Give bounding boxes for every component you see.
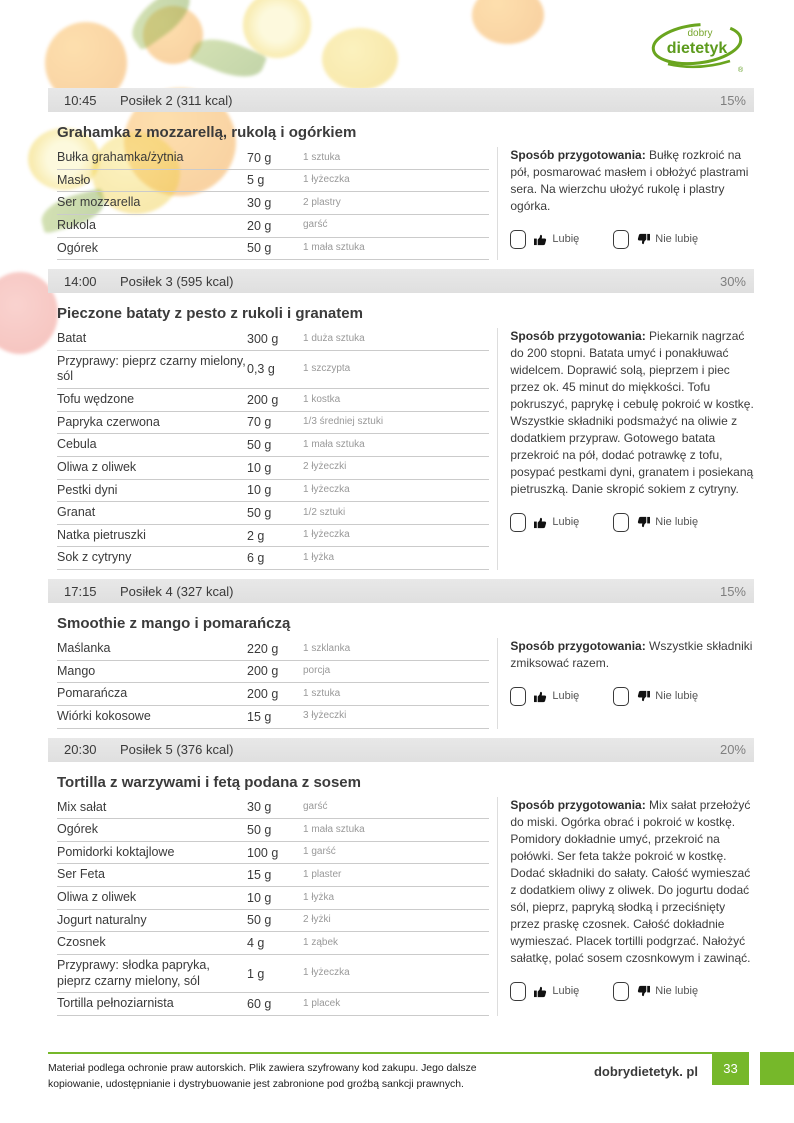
ingredient-name: Wiórki kokosowe xyxy=(57,705,247,728)
ingredient-amount: 15 g xyxy=(247,705,303,728)
meal-energy-percent: 30% xyxy=(719,273,746,289)
ingredient-row xyxy=(57,389,489,412)
meal-time: 10:45 xyxy=(64,92,97,108)
meal-body xyxy=(48,147,754,260)
ingredient-measure: 1 mała sztuka xyxy=(303,434,489,457)
like-group xyxy=(510,687,579,706)
ingredient-measure: 1 garść xyxy=(303,841,489,864)
like-label: Lubię xyxy=(552,516,580,529)
thumbs-down-icon xyxy=(637,233,650,246)
dislike-group xyxy=(613,982,698,1001)
ingredient-measure: 1 mała sztuka xyxy=(303,819,489,842)
ingredient-amount: 70 g xyxy=(247,147,303,169)
dish-title: Tortilla z warzywami i fetą podana z sosem xyxy=(57,773,361,791)
like-label: Lubię xyxy=(552,232,580,245)
dish-title: Smoothie z mango i pomarańczą xyxy=(57,615,291,632)
ingredient-amount: 10 g xyxy=(247,887,303,910)
ingredient-amount: 6 g xyxy=(247,547,303,570)
ingredient-measure: 1 łyżeczka xyxy=(303,479,489,502)
ingredient-name: Pomidorki koktajlowe xyxy=(57,841,247,864)
ingredient-measure: 2 plastry xyxy=(303,192,489,215)
meal-section xyxy=(48,269,754,570)
ingredient-row xyxy=(57,864,489,887)
ingredient-measure: 1 łyżeczka xyxy=(303,524,489,547)
ingredient-name: Ser mozzarella xyxy=(57,192,247,215)
dislike-label: Nie lubię xyxy=(655,689,699,702)
ingredient-name: Granat xyxy=(57,502,247,525)
meal-body xyxy=(48,797,754,1016)
ingredient-amount: 15 g xyxy=(247,864,303,887)
thumbs-up-icon xyxy=(534,233,547,246)
copyright-text: Materiał podlega ochronie praw autorskich. Plik zawiera szyfrowany kod zakupu. Jego dalsze kopiowanie, udostępnianie i dystrybuowanie jest zabronione pod groźbą sankcji prawnych. xyxy=(48,1063,477,1090)
ingredient-amount: 70 g xyxy=(247,411,303,434)
ingredient-measure: 1 duża sztuka xyxy=(303,328,489,350)
meal-title: Posiłek 3 (595 kcal) xyxy=(120,273,234,289)
like-controls xyxy=(510,687,754,706)
ingredient-measure: 1 sztuka xyxy=(303,147,489,169)
like-checkbox[interactable] xyxy=(510,230,526,249)
meal-time: 14:00 xyxy=(64,273,97,289)
ingredient-row xyxy=(57,350,489,388)
ingredient-measure: garść xyxy=(303,797,489,819)
page-footer xyxy=(0,1052,794,1112)
preparation-label: Sposób przygotowania: xyxy=(510,329,646,344)
meal-energy-percent: 20% xyxy=(719,742,746,757)
ingredient-measure: 1 łyżka xyxy=(303,887,489,910)
ingredient-amount: 220 g xyxy=(247,638,303,660)
ingredient-row xyxy=(57,638,489,660)
ingredient-measure: 1 łyżeczka xyxy=(303,169,489,192)
ingredient-row xyxy=(57,547,489,570)
ingredient-measure: 1 szklanka xyxy=(303,638,489,660)
ingredient-measure: garść xyxy=(303,214,489,237)
like-controls xyxy=(510,230,754,249)
ingredient-name: Batat xyxy=(57,328,247,350)
ingredient-measure: 3 łyżeczki xyxy=(303,705,489,728)
ingredients-table xyxy=(57,328,489,570)
like-controls xyxy=(510,513,754,532)
dislike-checkbox[interactable] xyxy=(613,230,629,249)
vertical-divider xyxy=(497,797,498,1016)
ingredient-amount: 50 g xyxy=(247,909,303,932)
ingredient-amount: 10 g xyxy=(247,456,303,479)
ingredients-table xyxy=(57,147,489,260)
ingredient-amount: 5 g xyxy=(247,169,303,192)
preparation-label: Sposób przygotowania: xyxy=(510,797,646,812)
ingredient-row xyxy=(57,456,489,479)
ingredient-amount: 60 g xyxy=(247,993,303,1016)
thumbs-up-icon xyxy=(534,690,547,703)
thumbs-down-icon xyxy=(637,690,650,703)
dislike-checkbox[interactable] xyxy=(613,687,629,706)
ingredient-name: Czosnek xyxy=(57,932,247,955)
vertical-divider xyxy=(497,328,498,570)
dislike-group xyxy=(613,230,698,249)
logo-text-main: dietetyk xyxy=(666,40,728,57)
ingredient-amount: 50 g xyxy=(247,237,303,260)
ingredient-row xyxy=(57,660,489,683)
dish-title: Pieczone bataty z pesto z rukoli i granatem xyxy=(57,305,363,323)
ingredients-table xyxy=(57,638,489,729)
preparation-label: Sposób przygotowania: xyxy=(510,148,646,162)
ingredient-measure: 1 ząbek xyxy=(303,932,489,955)
ingredient-amount: 10 g xyxy=(247,479,303,502)
ingredient-measure: 1/3 średniej sztuki xyxy=(303,411,489,434)
preparation-panel xyxy=(510,328,754,570)
preparation-panel xyxy=(510,638,754,729)
ingredient-name: Ogórek xyxy=(57,819,247,842)
ingredient-row xyxy=(57,954,489,992)
meal-time: 17:15 xyxy=(64,583,97,599)
dislike-checkbox[interactable] xyxy=(613,982,629,1001)
meal-header-bar xyxy=(48,579,754,603)
meal-header-bar xyxy=(48,738,754,762)
ingredient-row xyxy=(57,214,489,237)
vertical-divider xyxy=(497,638,498,729)
ingredient-row xyxy=(57,705,489,728)
ingredient-name: Przyprawy: pieprz czarny mielony, sól xyxy=(57,350,247,388)
ingredient-name: Mango xyxy=(57,660,247,683)
vertical-divider xyxy=(497,147,498,260)
ingredient-row xyxy=(57,524,489,547)
preparation-panel xyxy=(510,147,754,260)
ingredient-name: Pomarańcza xyxy=(57,683,247,706)
meal-time: 20:30 xyxy=(64,742,97,757)
dislike-label: Nie lubię xyxy=(655,232,699,245)
ingredient-name: Masło xyxy=(57,169,247,192)
meal-header-bar xyxy=(48,88,754,112)
preparation-text: Sposób przygotowania: Piekarnik nagrzać do 200 stopni. Batata umyć i ponakłuwać widelcem. Doprawić solą, pieprzem i piec przez ok. 45 minut do miękkości. Tofu pokruszyć, paprykę i cebulę pokroić w kostkę. Wszystkie składniki podsmażyć na oliwie z dodatkiem przypraw. Gotowego batata przekroić na pół, dodać potrawkę z tofu, posypać pestkami dyni, granatem i posiekaną pietruszką. Danie skropić sokiem z cytryny. xyxy=(510,329,754,497)
ingredient-name: Jogurt naturalny xyxy=(57,909,247,932)
ingredient-measure: 1 kostka xyxy=(303,389,489,412)
ingredients-table xyxy=(57,797,489,1016)
ingredient-name: Pestki dyni xyxy=(57,479,247,502)
footer-edge-block xyxy=(760,1052,794,1085)
meal-section xyxy=(48,88,754,260)
preparation-text: Sposób przygotowania: Mix sałat przełożyć do miski. Ogórka obrać i pokroić w kostkę. Pomidory dokładnie umyć, przekroić na połówki. Ser feta także pokroić w kostkę. Dodać składniki do sałaty. Całość wymieszać z dodatkiem oliwy z oliwek. Do jogurtu dodać sól, pieprz, papryką słodką i przeciśnięty przez praskę czosnek. Całość dokładnie wymieszać. Placek tortilli podgrzać. Nałożyć sałatkę, polać sosem czosnkowym i zawinąć. xyxy=(510,797,751,965)
ingredient-name: Maślanka xyxy=(57,638,247,660)
thumbs-up-icon xyxy=(534,516,547,529)
ingredient-measure: 1 sztuka xyxy=(303,683,489,706)
ingredient-name: Bułka grahamka/żytnia xyxy=(57,147,247,169)
meal-body xyxy=(48,328,754,570)
like-group xyxy=(510,513,579,532)
ingredient-amount: 300 g xyxy=(247,328,303,350)
like-label: Lubię xyxy=(552,984,580,997)
ingredient-row xyxy=(57,993,489,1016)
ingredient-amount: 30 g xyxy=(247,797,303,819)
meal-title: Posiłek 5 (376 kcal) xyxy=(120,742,234,757)
ingredient-measure: 2 łyżeczki xyxy=(303,456,489,479)
ingredient-row xyxy=(57,502,489,525)
ingredient-measure: 1 łyżeczka xyxy=(303,954,489,992)
dish-title: Grahamka z mozzarellą, rukolą i ogórkiem xyxy=(57,124,357,141)
dislike-group xyxy=(613,513,698,532)
site-name: dobrydietetyk. pl xyxy=(593,1064,698,1079)
ingredient-amount: 50 g xyxy=(247,819,303,842)
meal-title: Posiłek 2 (311 kcal) xyxy=(120,92,233,108)
registered-mark: ® xyxy=(738,67,744,74)
ingredient-row xyxy=(57,819,489,842)
ingredient-amount: 200 g xyxy=(247,660,303,683)
ingredient-row xyxy=(57,932,489,955)
ingredient-name: Oliwa z oliwek xyxy=(57,456,247,479)
ingredient-row xyxy=(57,841,489,864)
ingredient-row xyxy=(57,434,489,457)
ingredient-row xyxy=(57,909,489,932)
ingredient-name: Mix sałat xyxy=(57,797,247,819)
ingredient-measure: 1 placek xyxy=(303,993,489,1016)
thumbs-up-icon xyxy=(534,985,547,998)
ingredient-amount: 1 g xyxy=(247,954,303,992)
like-checkbox[interactable] xyxy=(510,687,526,706)
preparation-label: Sposób przygotowania: xyxy=(510,639,646,653)
ingredient-measure: 1 plaster xyxy=(303,864,489,887)
dislike-group xyxy=(613,687,698,706)
thumbs-down-icon xyxy=(637,516,650,529)
footer-accent-line xyxy=(48,1052,712,1054)
ingredient-amount: 30 g xyxy=(247,192,303,215)
like-group xyxy=(510,982,579,1001)
preparation-text: Sposób przygotowania: Wszystkie składniki zmiksować razem. xyxy=(510,639,753,671)
like-group xyxy=(510,230,579,249)
dislike-label: Nie lubię xyxy=(655,984,699,997)
ingredient-name: Sok z cytryny xyxy=(57,547,247,570)
meals xyxy=(48,0,754,1016)
meal-energy-percent: 15% xyxy=(719,92,746,108)
ingredient-amount: 0,3 g xyxy=(247,350,303,388)
meal-energy-percent: 15% xyxy=(719,583,746,599)
ingredient-measure: porcja xyxy=(303,660,489,683)
ingredient-name: Rukola xyxy=(57,214,247,237)
like-controls xyxy=(510,982,754,1001)
ingredient-measure: 1/2 sztuki xyxy=(303,502,489,525)
dislike-label: Nie lubię xyxy=(655,516,699,529)
dislike-checkbox[interactable] xyxy=(613,513,629,532)
ingredient-amount: 100 g xyxy=(247,841,303,864)
ingredient-amount: 200 g xyxy=(247,389,303,412)
ingredient-amount: 20 g xyxy=(247,214,303,237)
thumbs-down-icon xyxy=(637,985,650,998)
ingredient-name: Przyprawy: słodka papryka, pieprz czarny mielony, sól xyxy=(57,954,247,992)
logo-text-top: dobry xyxy=(687,28,713,39)
ingredient-name: Cebula xyxy=(57,434,247,457)
like-checkbox[interactable] xyxy=(510,982,526,1001)
ingredient-row xyxy=(57,169,489,192)
ingredient-amount: 200 g xyxy=(247,683,303,706)
ingredient-row xyxy=(57,237,489,260)
preparation-text: Sposób przygotowania: Bułkę rozkroić na pół, posmarować masłem i obłożyć plastrami sera. Na wierzchu ułożyć rukolę i plastry ogórka. xyxy=(510,148,749,214)
meal-header-bar xyxy=(48,269,754,293)
meal-section xyxy=(48,579,754,729)
ingredient-measure: 1 łyżka xyxy=(303,547,489,570)
ingredient-measure: 2 łyżki xyxy=(303,909,489,932)
ingredient-row xyxy=(57,887,489,910)
ingredient-amount: 2 g xyxy=(247,524,303,547)
ingredient-measure: 1 szczypta xyxy=(303,350,489,388)
ingredient-row xyxy=(57,479,489,502)
meal-body xyxy=(48,638,754,729)
ingredient-row xyxy=(57,411,489,434)
ingredient-name: Papryka czerwona xyxy=(57,411,247,434)
meal-title: Posiłek 4 (327 kcal) xyxy=(120,583,234,599)
ingredient-name: Natka pietruszki xyxy=(57,524,247,547)
ingredient-name: Ser Feta xyxy=(57,864,247,887)
page-number-badge: 33 xyxy=(712,1052,749,1085)
ingredient-row xyxy=(57,147,489,169)
ingredient-row xyxy=(57,797,489,819)
preparation-panel xyxy=(510,797,754,1016)
ingredient-name: Tofu wędzone xyxy=(57,389,247,412)
like-label: Lubię xyxy=(552,689,580,702)
ingredient-row xyxy=(57,683,489,706)
ingredient-measure: 1 mała sztuka xyxy=(303,237,489,260)
ingredient-amount: 50 g xyxy=(247,502,303,525)
ingredient-name: Tortilla pełnoziarnista xyxy=(57,993,247,1016)
ingredient-name: Ogórek xyxy=(57,237,247,260)
ingredient-amount: 50 g xyxy=(247,434,303,457)
ingredient-row xyxy=(57,328,489,350)
ingredient-amount: 4 g xyxy=(247,932,303,955)
meal-section xyxy=(48,738,754,1016)
like-checkbox[interactable] xyxy=(510,513,526,532)
ingredient-row xyxy=(57,192,489,215)
ingredient-name: Oliwa z oliwek xyxy=(57,887,247,910)
